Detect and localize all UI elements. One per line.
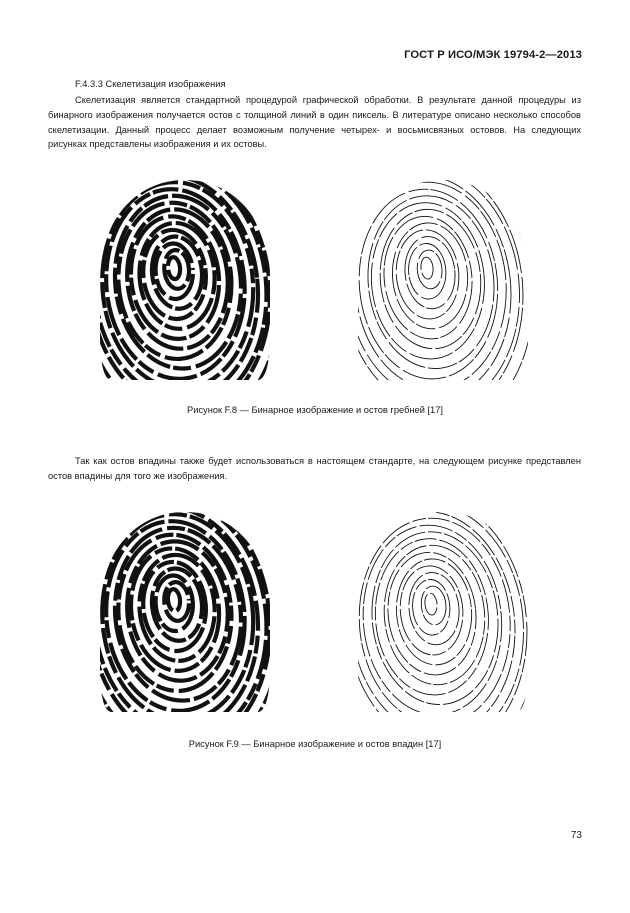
ridge-line: [420, 257, 434, 280]
ridge-line: [356, 508, 530, 714]
ridge-line: [356, 177, 513, 382]
figure-f8-ridge-skeleton: [356, 176, 530, 382]
ridge-line: [424, 593, 438, 616]
figure-f9-binary-image: [98, 508, 272, 714]
ridge-line: [397, 563, 467, 657]
fingerprint-ridge-skeleton: [356, 176, 530, 382]
ridge-line: [416, 249, 444, 290]
paragraph-valley: Так как остов впадины также будет использоваться в настоящем стандарте, на следующем рисунке представлен остов впадины для того же изображения.: [48, 456, 581, 481]
figure-f8-binary-image: [98, 176, 272, 382]
fingerprint-valley-skeleton: [356, 508, 530, 714]
page-number: 73: [570, 830, 582, 841]
ridge-line: [356, 183, 505, 382]
ridge-line: [356, 508, 530, 714]
ridge-line: [393, 227, 463, 321]
fingerprint-binary: [98, 508, 272, 714]
figure-f9-caption: Рисунок F.9 — Бинарное изображение и остов впадин [17]: [188, 739, 442, 749]
paragraph-intro: Скелетизация является стандартной процедурой графической обработки. В результате данной процедуры из бинарного изображения получается остов с толщиной линий в один пиксель. В литературе описано несколько способов скелетизации. Данный процесс делает возможным получение четырех- и восьмисвязных остовов. На следующих рисунках представлены изображения и их остовы.: [48, 95, 581, 150]
ridge-line: [167, 257, 181, 280]
ridge-line: [420, 585, 448, 626]
ridge-line: [356, 508, 526, 714]
fingerprint-binary: [98, 176, 272, 382]
ridge-line: [374, 205, 486, 353]
figure-f8-caption: Рисунок F.8 — Бинарное изображение и остов гребней [17]: [187, 405, 443, 415]
ridge-line: [378, 541, 490, 689]
standard-header: ГОСТ Р ИСО/МЭК 19794-2—2013: [404, 49, 582, 61]
figure-f9-valley-skeleton: [356, 508, 530, 714]
ridge-line: [356, 513, 517, 714]
ridge-line: [356, 508, 530, 714]
ridge-line: [167, 589, 181, 612]
ridge-line: [356, 508, 530, 714]
ridge-line: [163, 249, 191, 290]
section-title: F.4.3.3 Скелетизация изображения: [75, 79, 226, 89]
